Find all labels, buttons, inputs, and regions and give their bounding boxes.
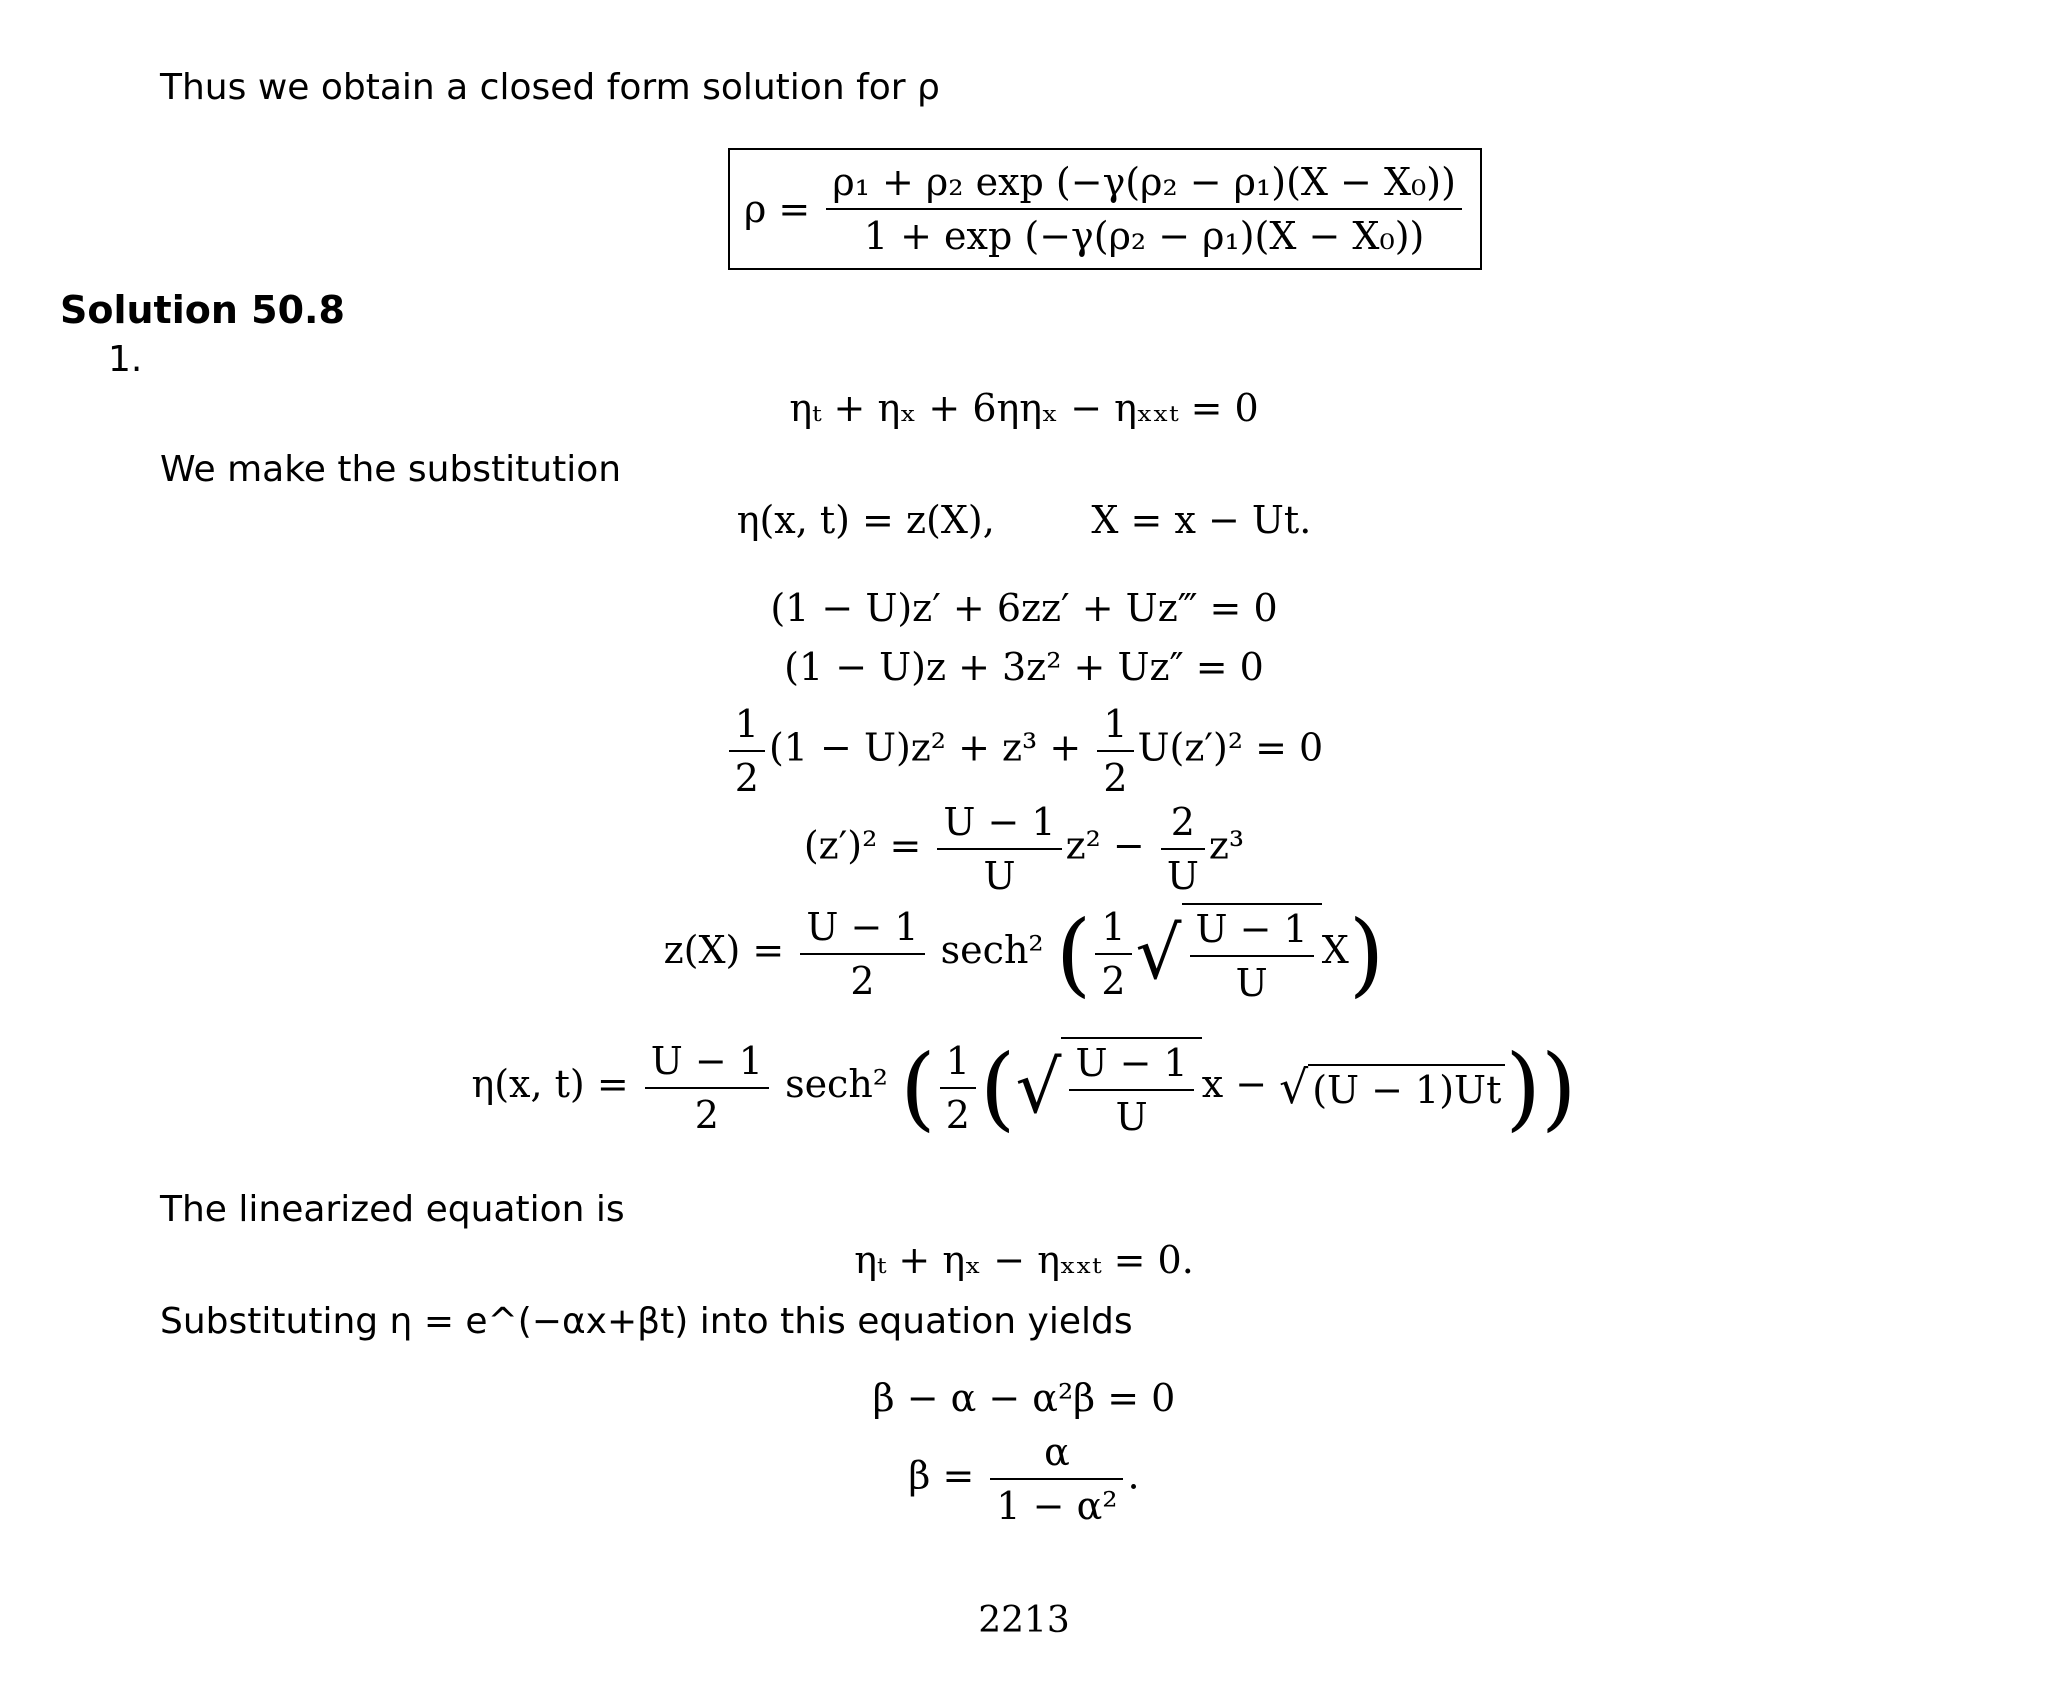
ode3-half-num-2: 1: [1097, 702, 1133, 752]
equation-ode-4: [0, 800, 2048, 898]
zX-half-den: 2: [1101, 958, 1126, 1003]
intro-text: Thus we obtain a closed form solution for ρ: [160, 67, 940, 108]
substituting-text: Substituting η = e^(−αx+βt) into this equation yields: [160, 1301, 1133, 1342]
item-number: 1.: [108, 339, 143, 380]
eta-rad-num: U − 1: [1069, 1041, 1193, 1091]
zX-rad-num: U − 1: [1190, 907, 1314, 957]
boxed-eq-denominator: 1 + exp (−γ(ρ₂ − ρ₁)(X − X₀)): [863, 214, 1425, 258]
ode3-half-den: 2: [734, 756, 759, 800]
equation-kdv: ηₜ + ηₓ + 6ηηₓ − ηₓₓₜ = 0: [789, 386, 1259, 430]
substitution-text: We make the substitution: [160, 449, 622, 490]
zX-half-num: 1: [1095, 905, 1131, 955]
page-number: 2213: [978, 1600, 1070, 1641]
ode3-tail: U(z′)² = 0: [1137, 725, 1324, 770]
eta-x-minus: x −: [1201, 1062, 1268, 1106]
equation-ode-1: (1 − U)z′ + 6zz′ + Uz‴ = 0: [770, 586, 1278, 630]
equation-zX: z(X) = $\frac{U - 1}{2}$ sech² ( $\frac{1}{2}$ √ $\frac{U - 1}{U}$ X): [663, 900, 1385, 1007]
eta-half-den: 2: [945, 1092, 970, 1137]
boxed-eq-numerator: ρ₁ + ρ₂ exp (−γ(ρ₂ − ρ₁)(X − X₀)): [826, 160, 1462, 210]
eta-lhs: η(x, t) =: [471, 1062, 629, 1106]
boxed-eq-lhs: ρ =: [744, 187, 811, 231]
equation-beta-1: β − α − α²β = 0: [872, 1376, 1176, 1420]
boxed-equation: [728, 148, 1482, 270]
eta-rad-den: U: [1115, 1094, 1148, 1139]
beta2-num: α: [990, 1430, 1123, 1480]
eta-den: 2: [694, 1092, 719, 1137]
solution-heading: Solution 50.8: [60, 288, 345, 332]
equation-ode-2: (1 − U)z + 3z² + Uz″ = 0: [784, 645, 1264, 689]
equation-linear: ηₜ + ηₓ − ηₓₓₜ = 0.: [854, 1238, 1194, 1282]
equation-substitution: η(x, t) = z(X), X = x − Ut.: [736, 498, 1312, 542]
ode4-mid: z² −: [1065, 823, 1145, 868]
eta-num: U − 1: [645, 1039, 769, 1089]
ode4-num1: U − 1: [937, 800, 1061, 850]
beta2-den: 1 − α²: [996, 1484, 1118, 1528]
eta-half-num: 1: [940, 1039, 976, 1089]
linearized-text: The linearized equation is: [160, 1189, 625, 1230]
ode3-mid: (1 − U)z² + z³ +: [768, 725, 1082, 770]
zX-var: X: [1321, 928, 1349, 972]
equation-ode-3: [0, 702, 2048, 800]
ode3-half-den-2: 2: [1103, 756, 1128, 800]
ode4-den2: U: [1166, 854, 1199, 898]
ode4-lhs: (z′)² =: [803, 823, 922, 868]
zX-den: 2: [850, 958, 875, 1003]
equation-eta: η(x, t) = $\frac{U - 1}{2}$ sech² ( $\frac{1}{2}$ (√ $\frac{U - 1}{U}$ x − √ (U − 1)Ut)): [471, 1034, 1577, 1141]
ode4-num2: 2: [1161, 800, 1205, 850]
ode3-half-num: 1: [729, 702, 765, 752]
beta2-tail: .: [1127, 1453, 1140, 1498]
eta-sech: sech²: [785, 1062, 889, 1106]
equation-beta-2: [0, 1430, 2048, 1528]
zX-sech: sech²: [940, 928, 1044, 972]
eta-rad2: (U − 1)Ut: [1308, 1064, 1505, 1112]
beta2-lhs: β =: [908, 1453, 975, 1498]
ode4-den1: U: [983, 854, 1016, 898]
zX-rad-den: U: [1235, 960, 1268, 1005]
zX-lhs: z(X) =: [663, 928, 785, 972]
zX-num: U − 1: [800, 905, 924, 955]
ode4-tail: z³: [1208, 823, 1245, 868]
